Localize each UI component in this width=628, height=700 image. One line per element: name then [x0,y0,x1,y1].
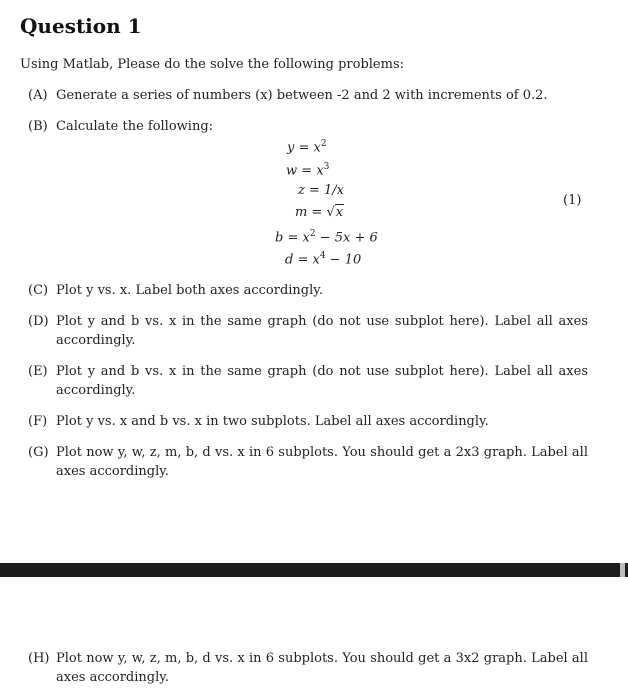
equation-d-pre: d = x [285,252,320,268]
item-d-label: (D) [28,314,49,329]
item-a-label: (A) [28,88,48,103]
page-divider-edge [620,563,625,577]
equation-z: z = 1/x [298,183,344,198]
equation-b-exp: 2 [309,229,316,239]
equation-y-lhs: y [287,140,295,156]
equation-w-exp: 3 [323,162,330,172]
item-e-label: (E) [28,364,48,379]
item-h-text: Plot now y, w, z, m, b, d vs. x in 6 subplots. You should get a 3x2 graph. Label all axes accordingly. [56,651,588,685]
equation-w: $w = x^3$ [286,162,330,179]
item-d [28,312,588,350]
equation-y: $y = x^2$ [287,139,327,156]
equation-b-post: − 5x + 6 [315,230,378,246]
item-g-text: Plot now y, w, z, m, b, d vs. x in 6 subplots. You should get a 2x3 graph. Label all axes accordingly. [56,445,588,479]
square-root-icon: √x [326,205,344,220]
item-f [28,412,588,431]
equation-b-pre: b = x [275,230,310,246]
item-f-text: Plot y vs. x and b vs. x in two subplots. Label all axes accordingly. [56,414,489,429]
equation-w-rhs: x [316,163,324,179]
equation-number: (1) [563,193,582,208]
question-title: Question 1 [20,14,142,38]
equation-m [295,205,344,220]
item-b-label: (B) [28,119,48,134]
item-c-label: (C) [28,283,49,298]
item-g-label: (G) [28,445,49,460]
equation-m-radicand: x [335,205,344,220]
item-e [28,362,588,400]
intro-text: Using Matlab, Please do the solve the following problems: [20,57,404,72]
equation-d-exp: 4 [319,251,326,261]
equation-d-post: − 10 [325,252,362,268]
equation-y-exp: 2 [320,139,327,149]
item-a-text: Generate a series of numbers (x) between -2 and 2 with increments of 0.2. [56,88,548,103]
item-a [28,86,588,105]
equation-b [275,229,378,245]
item-h [28,649,588,687]
item-c [28,281,588,300]
item-g [28,443,588,481]
equation-y-rhs: x [313,140,321,156]
page-divider-bar [0,563,628,577]
item-c-text: Plot y vs. x. Label both axes accordingly. [56,283,324,298]
item-b-text: Calculate the following: [56,119,214,134]
equation-d [285,251,361,267]
item-h-label: (H) [28,651,50,666]
item-e-text: Plot y and b vs. x in the same graph (do not use subplot here). Label all axes accordingly. [56,364,588,398]
equation-m-lhs: m = [295,205,323,220]
equation-w-lhs: w [286,163,298,179]
item-d-text: Plot y and b vs. x in the same graph (do not use subplot here). Label all axes accordingly. [56,314,588,348]
item-f-label: (F) [28,414,48,429]
item-b [28,117,588,136]
